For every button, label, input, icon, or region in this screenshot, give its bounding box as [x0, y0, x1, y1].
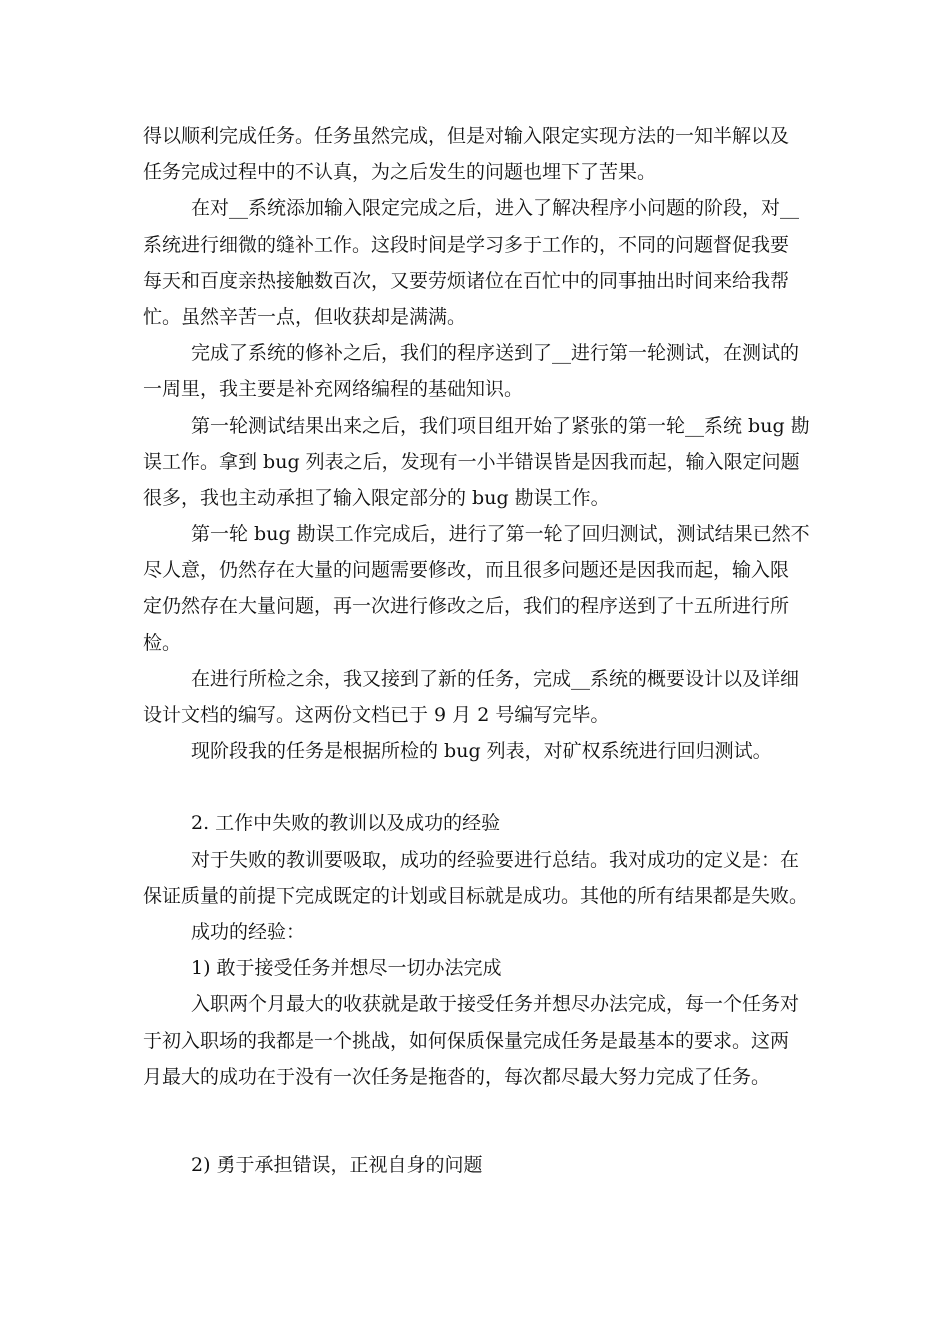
text-line: 每天和百度亲热接触数百次，又要劳烦诸位在百忙中的同事抽出时间来给我帮 — [143, 269, 790, 292]
paragraph — [143, 733, 807, 769]
text-line: 第一轮测试结果出来之后，我们项目组开始了紧张的第一轮__系统 bug 勘 — [191, 414, 810, 437]
text-line: 在进行所检之余，我又接到了新的任务，完成__系统的概要设计以及详细 — [191, 667, 800, 690]
paragraph — [143, 408, 810, 517]
text-line: 在对__系统添加输入限定完成之后，进入了解决程序小问题的阶段，对__ — [191, 197, 800, 220]
text-line: 尽人意，仍然存在大量的问题需要修改，而且很多问题还是因我而起，输入限 — [143, 559, 790, 582]
blank-line — [143, 1095, 807, 1147]
text-line: 对于失败的教训要吸取，成功的经验要进行总结。我对成功的定义是：在 — [191, 848, 800, 871]
list-item-title: 1) 敢于接受任务并想尽一切办法完成 — [191, 957, 502, 980]
paragraph — [143, 118, 807, 190]
text-line: 任务完成过程中的不认真，为之后发生的问题也埋下了苦果。 — [143, 161, 657, 184]
text-line: 入职两个月最大的收获就是敢于接受任务并想尽办法完成，每一个任务对 — [191, 993, 800, 1016]
paragraph — [143, 986, 807, 1095]
text-line: 第一轮 bug 勘误工作完成后，进行了第一轮了回归测试，测试结果已然不 — [191, 523, 810, 546]
text-line: 得以顺利完成任务。任务虽然完成，但是对输入限定实现方法的一知半解以及 — [143, 125, 790, 147]
text-line: 保证质量的前提下完成既定的计划或目标就是成功。其他的所有结果都是失败。 — [143, 884, 809, 907]
paragraph — [143, 842, 807, 914]
text-line: 误工作。拿到 bug 列表之后，发现有一小半错误皆是因我而起，输入限定问题 — [143, 450, 800, 473]
paragraph — [143, 516, 810, 661]
paragraph — [143, 190, 807, 335]
paragraph — [143, 661, 807, 733]
text-line: 忙。虽然辛苦一点，但收获却是满满。 — [143, 305, 467, 328]
text-line: 系统进行细微的缝补工作。这段时间是学习多于工作的，不同的问题督促我要 — [143, 233, 790, 256]
text-line: 于初入职场的我都是一个挑战，如何保质保量完成任务是最基本的要求。这两 — [143, 1029, 790, 1052]
text-line: 月最大的成功在于没有一次任务是拖沓的，每次都尽最大努力完成了任务。 — [143, 1065, 771, 1088]
text-line: 定仍然存在大量问题，再一次进行修改之后，我们的程序送到了十五所进行所 — [143, 595, 790, 618]
document-body — [143, 118, 810, 1183]
paragraph — [143, 335, 807, 407]
subsection-label: 成功的经验： — [191, 920, 306, 943]
section-heading: 2. 工作中失败的教训以及成功的经验 — [191, 812, 501, 835]
list-item-title: 2) 勇于承担错误，正视自身的问题 — [191, 1153, 483, 1176]
text-line: 设计文档的编写。这两份文档已于 9 月 2 号编写完毕。 — [143, 704, 610, 726]
text-line: 检。 — [143, 631, 182, 654]
blank-line — [143, 769, 807, 805]
text-line: 现阶段我的任务是根据所检的 bug 列表，对矿权系统进行回归测试。 — [191, 740, 772, 763]
text-line: 很多，我也主动承担了输入限定部分的 bug 勘误工作。 — [143, 486, 610, 509]
text-line: 完成了系统的修补之后，我们的程序送到了__进行第一轮测试，在测试的 — [191, 342, 800, 365]
text-line: 一周里，我主要是补充网络编程的基础知识。 — [143, 378, 524, 401]
